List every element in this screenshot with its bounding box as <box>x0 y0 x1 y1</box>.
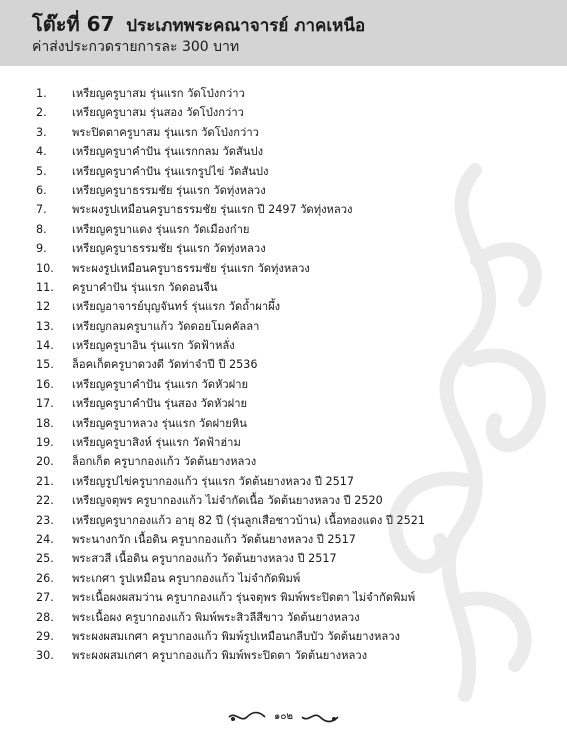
item-number: 21. <box>36 474 54 488</box>
item-text: เหรียญครูบากองแก้ว อายุ 82 ปี (รุ่นลูกเสือชาวบ้าน) เนื้อทองแดง ปี 2521 <box>72 513 426 527</box>
item-number: 19. <box>36 436 54 450</box>
table-number: โต๊ะที่ 67 <box>32 12 115 36</box>
list-item <box>36 259 425 278</box>
list-item <box>36 162 425 181</box>
item-number: 6. <box>36 183 47 197</box>
item-number: 4. <box>36 145 47 159</box>
item-text: เหรียญจตุพร ครูบากองแก้ว ไม่จำกัดเนื้อ วัดต้นยางหลวง ปี 2520 <box>72 494 383 508</box>
list-item <box>36 530 425 549</box>
item-number: 22. <box>36 494 54 508</box>
item-text: เหรียญครูบาคำปัน รุ่นสอง วัดหัวฝาย <box>72 397 248 411</box>
list-item <box>36 355 425 374</box>
item-number: 14. <box>36 339 54 353</box>
page-number: ๑๐๒ <box>273 711 294 722</box>
item-text: เหรียญครูบาหลวง รุ่นแรก วัดฝายหิน <box>72 416 247 430</box>
list-item <box>36 627 425 646</box>
item-number: 26. <box>36 571 54 585</box>
item-number: 27. <box>36 591 54 605</box>
item-text: พระผงผสมเกศา ครูบากองแก้ว พิมพ์รูปเหมือนกลีบบัว วัดต้นยางหลวง <box>72 629 400 643</box>
item-list <box>36 84 425 666</box>
item-text: เหรียญอาจารย์บุญจันทร์ รุ่นแรก วัดถ้ำผาผึ้ง <box>72 300 281 314</box>
item-text: พระสวสี เนื้อดิน ครูบากองแก้ว วัดต้นยางหลวง ปี 2517 <box>72 552 337 566</box>
list-item <box>36 297 425 316</box>
list-item <box>36 433 425 452</box>
item-text: ล็อกเก็ต ครูบากองแก้ว วัดต้นยางหลวง <box>72 455 257 469</box>
item-text: พระผงรูปเหมือนครูบาธรรมชัย รุ่นแรก ปี 2497 วัดทุ่งหลวง <box>72 203 353 217</box>
list-item <box>36 491 425 510</box>
item-number: 17. <box>36 397 54 411</box>
item-number: 18. <box>36 416 54 430</box>
item-number: 3. <box>36 125 47 139</box>
list-item <box>36 220 425 239</box>
item-text: เหรียญรูปไข่ครูบากองแก้ว รุ่นแรก วัดต้นยางหลวง ปี 2517 <box>72 474 354 488</box>
list-item <box>36 181 425 200</box>
item-number: 1. <box>36 87 47 100</box>
item-text: พระผงผสมเกศา ครูบากองแก้ว พิมพ์พระปิดตา วัดต้นยางหลวง <box>72 649 368 663</box>
item-number: 11. <box>36 280 54 294</box>
item-number: 15. <box>36 358 54 372</box>
item-number: 24. <box>36 532 54 546</box>
list-item <box>36 646 425 665</box>
item-text: พระนางกวัก เนื้อดิน ครูบากองแก้ว วัดต้นยางหลวง ปี 2517 <box>72 532 356 546</box>
item-number: 9. <box>36 242 47 256</box>
item-text: ครูบาคำปัน รุ่นแรก วัดดอนจืน <box>72 280 218 294</box>
item-text: เหรียญครูบาคำปัน รุ่นแรกรูปไข่ วัดสันปง <box>72 164 269 178</box>
item-text: พระเกศา รูปเหมือน ครูบากองแก้ว ไม่จำกัดพิมพ์ <box>72 571 301 585</box>
item-text: พระปิดตาครูบาสม รุ่นแรก วัดโป่งกว่าว <box>72 125 259 139</box>
page-footer <box>0 706 567 725</box>
item-text: เหรียญครูบาธรรมชัย รุ่นแรก วัดทุ่งหลวง <box>72 183 266 197</box>
item-text: พระผงรูปเหมือนครูบาธรรมชัย รุ่นแรก วัดทุ่งหลวง <box>72 261 310 275</box>
item-text: เหรียญครูบาธรรมชัย รุ่นแรก วัดทุ่งหลวง <box>72 242 266 256</box>
item-text: ล็อคเก็ตครูบาดวงดี วัดท่าจำปี ปี 2536 <box>72 358 258 372</box>
item-number: 23. <box>36 513 54 527</box>
list-item <box>36 336 425 355</box>
item-text: เหรียญกลมครูบาแก้ว วัดดอยโมคคัลลา <box>72 319 260 333</box>
list-item <box>36 608 425 627</box>
item-number: 2. <box>36 106 47 120</box>
item-number: 10. <box>36 261 54 275</box>
item-text: เหรียญครูบาคำปัน รุ่นแรกกลม วัดสันปง <box>72 145 264 159</box>
list-item <box>36 84 425 103</box>
list-item <box>36 103 425 122</box>
item-number: 7. <box>36 203 47 217</box>
item-text: เหรียญครูบาสม รุ่นแรก วัดโป่งกว่าว <box>72 87 245 100</box>
item-text: เหรียญครูบาสิงห์ รุ่นแรก วัดฟ้าฮ่าม <box>72 436 241 450</box>
item-text: เหรียญครูบาแดง รุ่นแรก วัดเมืองก๋าย <box>72 222 250 236</box>
item-number: 30. <box>36 649 54 663</box>
item-number: 5. <box>36 164 47 178</box>
list-item <box>36 588 425 607</box>
scroll-ornament-left-icon <box>227 710 267 724</box>
list-item <box>36 142 425 161</box>
list-item <box>36 239 425 258</box>
list-item <box>36 452 425 471</box>
list-item <box>36 472 425 491</box>
item-number: 8. <box>36 222 47 236</box>
scroll-ornament-right-icon <box>300 710 340 724</box>
item-text: เหรียญครูบาอิน รุ่นแรก วัดฟ้าหลั่ง <box>72 339 235 353</box>
list-item <box>36 123 425 142</box>
list-item <box>36 375 425 394</box>
item-number: 20. <box>36 455 54 469</box>
list-item <box>36 278 425 297</box>
item-text: เหรียญครูบาคำปัน รุ่นแรก วัดหัวฝาย <box>72 377 249 391</box>
item-number: 13. <box>36 319 54 333</box>
item-number: 25. <box>36 552 54 566</box>
item-number: 28. <box>36 610 54 624</box>
list-item <box>36 317 425 336</box>
header-bar <box>0 0 567 66</box>
item-text: พระเนื้อผงผสมว่าน ครูบากองแก้ว รุ่นจตุพร พิมพ์พระปิดตา ไม่จำกัดพิมพ์ <box>72 591 416 605</box>
item-number: 16. <box>36 377 54 391</box>
item-number: 29. <box>36 629 54 643</box>
list-item <box>36 549 425 568</box>
list-item <box>36 511 425 530</box>
list-item <box>36 569 425 588</box>
list-item <box>36 394 425 413</box>
item-text: พระเนื้อผง ครูบากองแก้ว พิมพ์พระสิวลีสีขาว วัดต้นยางหลวง <box>72 610 360 624</box>
item-text: เหรียญครูบาสม รุ่นสอง วัดโป่งกว่าว <box>72 106 244 120</box>
list-item <box>36 414 425 433</box>
category-title: ประเภทพระคณาจารย์ ภาคเหนือ <box>126 16 366 36</box>
entry-fee: ค่าส่งประกวดรายการละ 300 บาท <box>32 39 240 55</box>
item-number: 12 <box>36 300 51 314</box>
list-item <box>36 200 425 219</box>
